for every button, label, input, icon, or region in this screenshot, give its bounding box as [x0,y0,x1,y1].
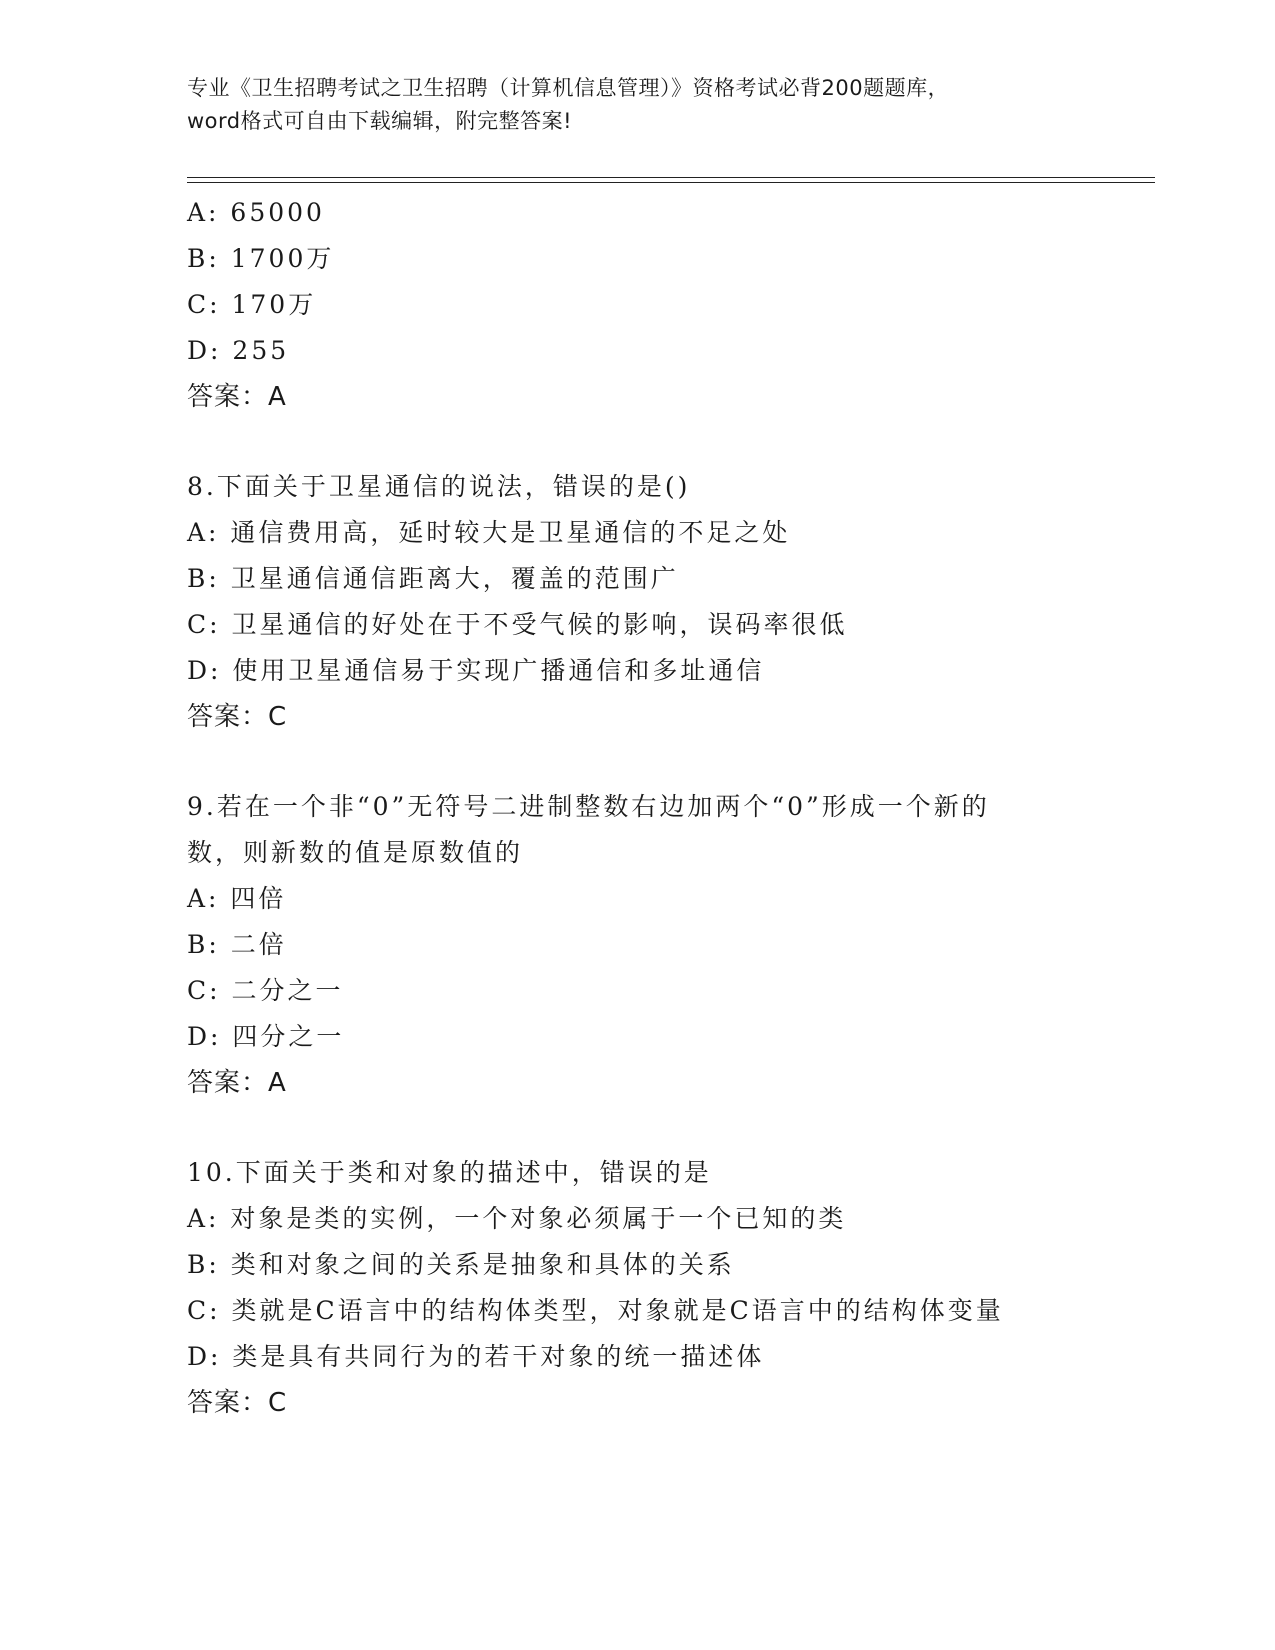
question-text: 8.下面关于卫星通信的说法，错误的是() [187,472,691,501]
answer-line: 答案：A [187,1068,287,1098]
answer-line: 答案：A [187,382,287,412]
answer-line: 答案：C [187,1388,288,1418]
header-divider-top [187,177,1155,178]
spacer [187,740,1155,784]
question-text: 10.下面关于类和对象的描述中，错误的是 [187,1158,712,1187]
question-text-line-2: 数，则新数的值是原数值的 [187,838,524,867]
header-title-line-1: 专业《卫生招聘考试之卫生招聘（计算机信息管理）》资格考试必背200题题库， [187,76,950,100]
option-a: A: 65000 [187,198,325,227]
option-a: A: 四倍 [187,884,287,913]
option-b: B: 卫星通信通信距离大，覆盖的范围广 [187,564,679,593]
option-c: C: 卫星通信的好处在于不受气候的影响，误码率很低 [187,610,848,639]
option-c: C: 170万 [187,290,317,319]
answer-line: 答案：C [187,702,288,732]
option-c: C: 类就是C语言中的结构体类型，对象就是C语言中的结构体变量 [187,1296,1004,1325]
spacer [187,420,1155,464]
question-list [187,190,1155,1426]
spacer [187,1106,1155,1150]
question-text-line-1: 9.若在一个非“0”无符号二进制整数右边加两个“0”形成一个新的 [187,792,990,821]
option-b: B: 1700万 [187,244,335,273]
question-block-8 [187,464,1155,740]
question-block-7 [187,190,1155,420]
option-a: A: 通信费用高，延时较大是卫星通信的不足之处 [187,518,791,547]
option-d: D: 四分之一 [187,1022,345,1051]
header-divider-bottom [187,182,1155,183]
option-d: D: 使用卫星通信易于实现广播通信和多址通信 [187,656,765,685]
document-header [187,72,1067,138]
question-block-10 [187,1150,1155,1426]
option-b: B: 类和对象之间的关系是抽象和具体的关系 [187,1250,735,1279]
option-d: D: 255 [187,336,290,365]
option-b: B: 二倍 [187,930,287,959]
option-c: C: 二分之一 [187,976,344,1005]
question-block-9 [187,784,1155,1106]
header-title-line-2: word格式可自由下载编辑，附完整答案! [187,109,573,133]
option-d: D: 类是具有共同行为的若干对象的统一描述体 [187,1342,765,1371]
option-a: A: 对象是类的实例，一个对象必须属于一个已知的类 [187,1204,847,1233]
